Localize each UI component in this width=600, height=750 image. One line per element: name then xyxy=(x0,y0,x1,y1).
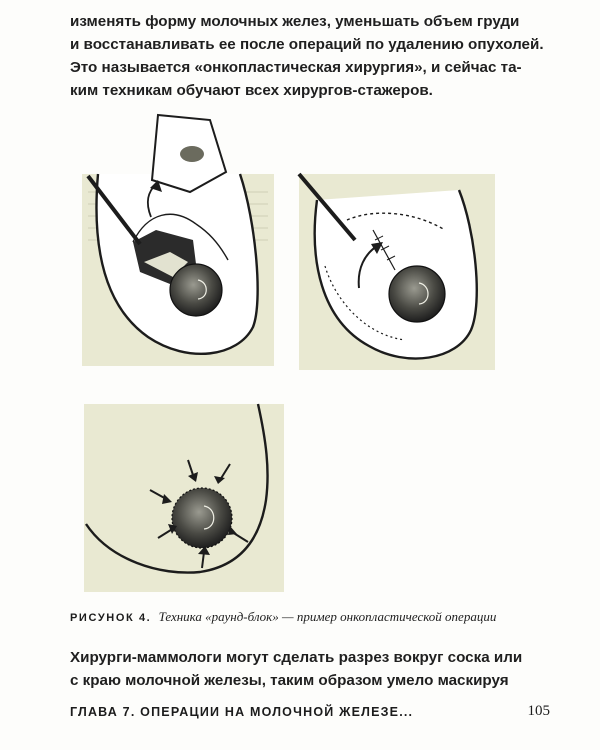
outro-line: с краю молочной железы, таким образом умело маскируя xyxy=(70,672,509,689)
intro-paragraph xyxy=(70,10,550,102)
areola xyxy=(172,488,232,548)
intro-line: ким техникам обучают всех хирургов-стажеров. xyxy=(70,82,433,99)
figure-caption xyxy=(70,609,550,625)
intro-line: изменять форму молочных желез, уменьшать объем груди xyxy=(70,13,520,30)
outro-paragraph xyxy=(70,646,550,692)
intro-line: и восстанавливать ее после операций по удалению опухолей. xyxy=(70,36,544,53)
illustration-repositioning xyxy=(295,170,505,384)
areola xyxy=(170,264,222,316)
page-number: 105 xyxy=(527,703,550,719)
illustration-round-block xyxy=(80,400,292,595)
areola xyxy=(389,266,445,322)
caption-label: РИСУНОК 4. xyxy=(70,612,152,624)
intro-line: Это называется «онкопластическая хирургия», и сейчас та- xyxy=(70,59,522,76)
illustration-excision xyxy=(78,112,283,384)
tumor-mark xyxy=(180,146,204,162)
running-head: ГЛАВА 7. ОПЕРАЦИИ НА МОЛОЧНОЙ ЖЕЛЕЗЕ... xyxy=(70,705,414,719)
caption-text: Техника «раунд-блок» — пример онкопластической операции xyxy=(158,609,497,624)
outro-line: Хирурги-маммологи могут сделать разрез вокруг соска или xyxy=(70,649,523,666)
page-footer xyxy=(70,705,550,725)
